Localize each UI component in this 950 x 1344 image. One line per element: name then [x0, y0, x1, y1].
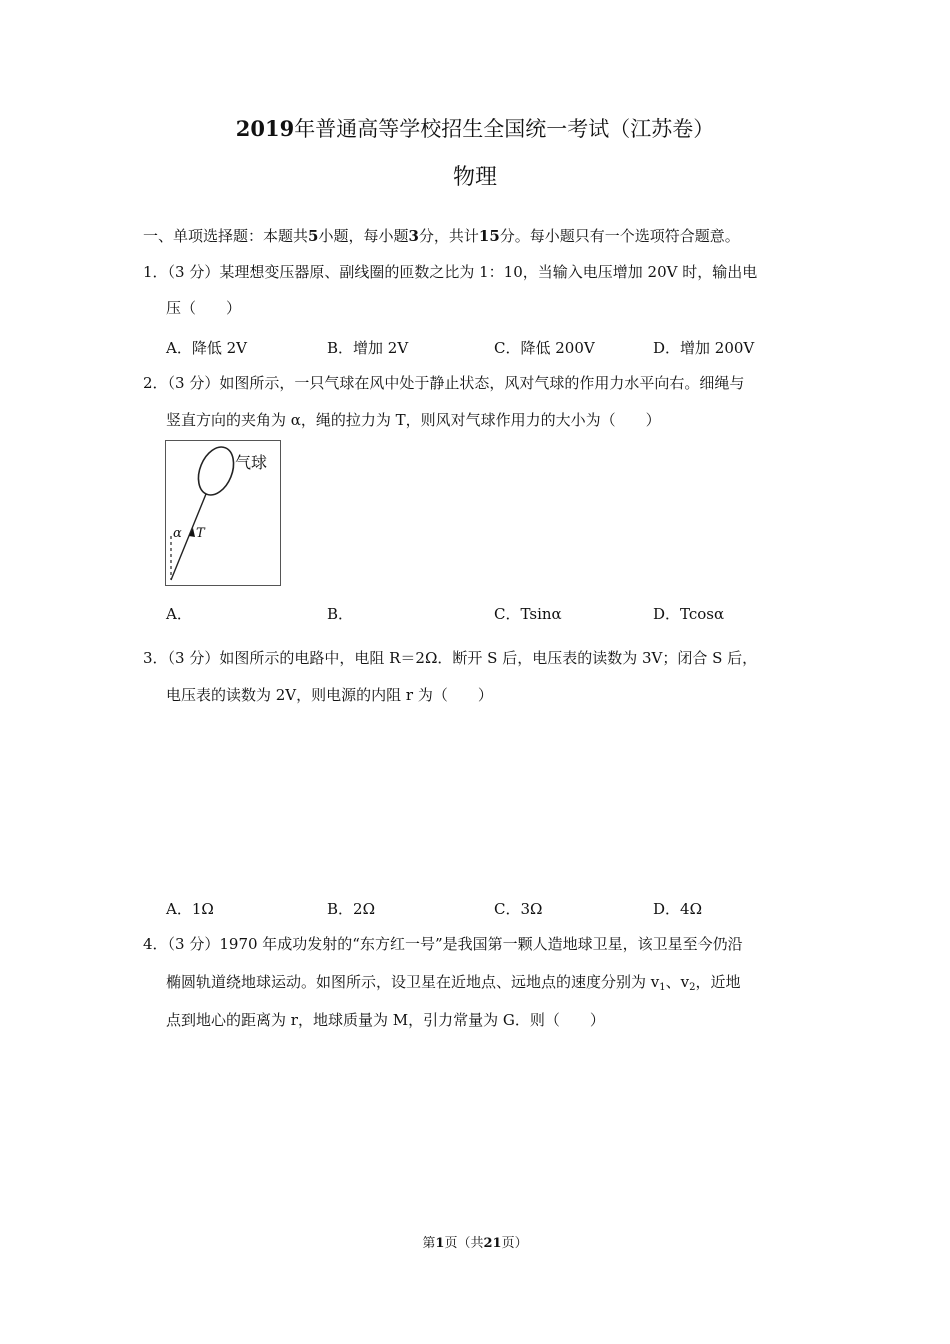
question-1-option-b: B．增加 2V: [327, 339, 409, 357]
page-footer: [0, 1232, 950, 1251]
question-3-option-b: B．2Ω: [327, 900, 376, 918]
question-3-option-c: C．3Ω: [494, 900, 543, 918]
section-text-a: 一、单项选择题：本题共: [143, 227, 309, 245]
question-4-text-c: ，近地: [695, 973, 741, 991]
page-title: [0, 113, 950, 143]
question-2-option-d: D．Tcosα: [653, 605, 725, 623]
section-text-d: 分。每小题只有一个选项符合题意。: [499, 227, 740, 245]
question-4-line1: [143, 934, 743, 954]
question-1-option-d: D．增加 200V: [653, 339, 755, 357]
question-4-text-b: 、v: [665, 973, 690, 991]
balloon-figure: [165, 440, 281, 586]
footer-text-a: 第: [422, 1236, 436, 1251]
total-pages: 21: [483, 1236, 502, 1251]
section-total: 15: [478, 227, 500, 245]
question-2-line1: [143, 373, 744, 393]
question-3-text: 如图所示的电路中，电阻 R＝2Ω．断开 S 后，电压表的读数为 3V；闭合 S 后，: [219, 649, 758, 667]
question-3-line2: 电压表的读数为 2V，则电源的内阻 r 为（ ）: [166, 686, 493, 704]
title-text: 年普通高等学校招生全国统一考试（江苏卷）: [294, 117, 715, 141]
question-1-text: 某理想变压器原、副线圈的匝数之比为 1：10，当输入电压增加 20V 时，输出电: [219, 263, 758, 281]
question-1-line1: [143, 262, 757, 282]
question-4-score: （3 分）: [167, 935, 220, 953]
question-2-text: 如图所示，一只气球在风中处于静止状态，风对气球的作用力水平向右。细绳与: [219, 374, 745, 392]
question-1-line2: 压（ ）: [166, 299, 242, 317]
question-4-line3: 点到地心的距离为 r，地球质量为 M，引力常量为 G．则（ ）: [166, 1011, 605, 1029]
subscript-2: 2: [689, 982, 696, 993]
footer-text-b: 页（共: [444, 1236, 484, 1251]
tension-label: T: [196, 526, 205, 541]
alpha-label: α: [173, 526, 182, 541]
section-heading: [143, 226, 740, 246]
section-text-c: 分，共计: [418, 227, 479, 245]
question-1-option-c: C．降低 200V: [494, 339, 595, 357]
question-3-number: 3．: [143, 649, 168, 667]
section-text-b: 小题，每小题: [318, 227, 409, 245]
subscript-1: 1: [659, 982, 666, 993]
balloon-label: 气球: [235, 453, 268, 472]
question-2-line2: 竖直方向的夹角为 α，绳的拉力为 T，则风对气球作用力的大小为（ ）: [166, 411, 661, 429]
subject-title: 物理: [452, 165, 497, 190]
section-count: 5: [308, 227, 319, 245]
question-4-line2: [166, 972, 741, 998]
title-year: 2019: [235, 116, 295, 141]
section-score-each: 3: [408, 227, 419, 245]
question-4-text-a: 椭圆轨道绕地球运动。如图所示，设卫星在近地点、远地点的速度分别为 v: [166, 973, 660, 991]
question-3-score: （3 分）: [167, 649, 220, 667]
question-2-option-c: C．Tsinα: [494, 605, 562, 623]
question-1-score: （3 分）: [167, 263, 220, 281]
question-2-number: 2．: [143, 374, 168, 392]
question-1-number: 1．: [143, 263, 168, 281]
question-4-number: 4．: [143, 935, 168, 953]
question-1-option-a: A．降低 2V: [166, 339, 247, 357]
question-2-option-b: B．: [327, 605, 354, 623]
footer-text-c: 页）: [501, 1236, 528, 1251]
question-3-option-d: D．4Ω: [653, 900, 703, 918]
question-3-option-a: A．1Ω: [166, 900, 214, 918]
question-2-option-a: A．: [166, 605, 192, 623]
question-2-score: （3 分）: [167, 374, 220, 392]
question-4-text: 1970 年成功发射的“东方红一号”是我国第一颗人造地球卫星，该卫星至今仍沿: [219, 935, 743, 953]
question-3-line1: [143, 648, 757, 668]
page-number: 1: [435, 1236, 445, 1251]
